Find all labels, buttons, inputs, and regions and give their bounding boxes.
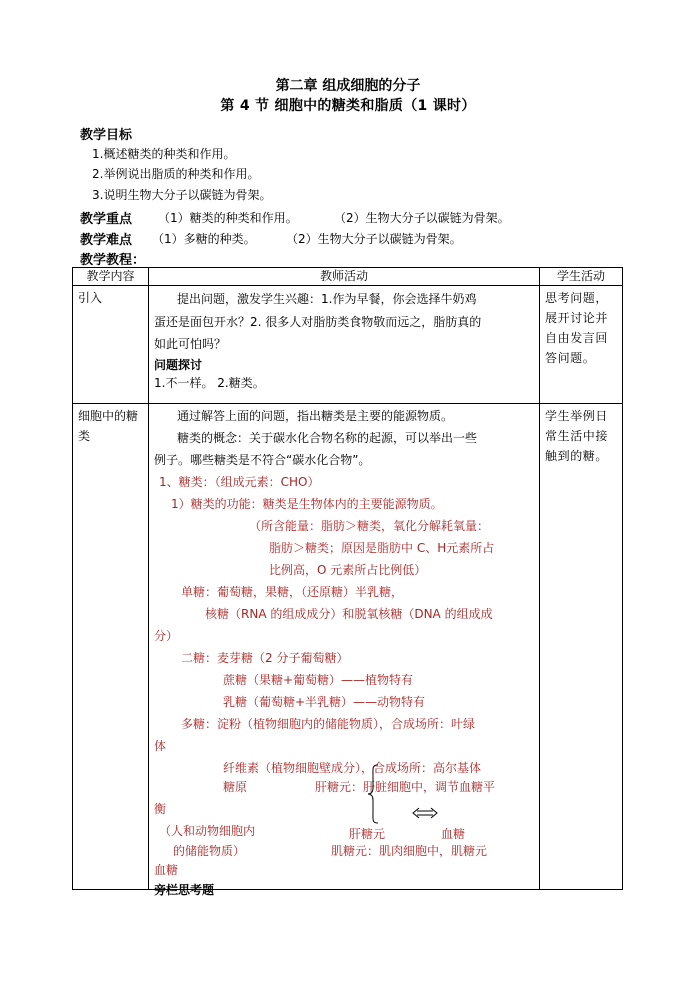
intro-line-3: 如此可怕吗？ <box>154 337 227 351</box>
sugar-line-5: 1）糖类的功能：糖类是生物体内的主要能源物质。 <box>171 497 443 511</box>
sugar-line-23: 的储能物质） <box>173 844 246 858</box>
key-point-1: （1）糖类的种类和作用。 <box>158 211 298 225</box>
objective-item-1: 1.概述糖类的种类和作用。 <box>92 147 236 161</box>
sugar-line-25: 血糖 <box>154 863 179 877</box>
key-point-2: （2）生物大分子以碳链为骨架。 <box>334 211 510 225</box>
sugar-line-14: 乳糖（葡萄糖+半乳糖）——动物特有 <box>223 695 426 709</box>
chapter-title: 第二章 组成细胞的分子 <box>275 78 421 94</box>
sugar-line-22a: 肝糖元 <box>349 827 386 841</box>
intro-line-2: 蛋还是面包开水？2. 很多人对脂肪类食物敬而远之，脂肪真的 <box>154 315 482 329</box>
row-sugars-student: 学生举例日常生活中接触到的糖。 <box>540 404 623 890</box>
sugar-line-9: 单糖：葡萄糖，果糖，（还原糖）半乳糖， <box>181 585 404 599</box>
sugar-line-12: 二糖：麦芽糖（2 分子葡萄糖） <box>181 651 349 665</box>
header-teacher: 教师活动 <box>149 268 540 286</box>
difficulty-2: （2）生物大分子以碳链为骨架。 <box>286 232 462 246</box>
sugar-line-17: 纤维素（植物细胞壁成分），合成场所：高尔基体 <box>223 761 482 775</box>
lesson-table <box>72 267 623 897</box>
sugar-line-1: 通过解答上面的问题，指出糖类是主要的能源物质。 <box>177 409 454 423</box>
objectives-heading: 教学目标 <box>80 128 133 143</box>
difficulty-1: （1）多糖的种类。 <box>152 232 256 246</box>
double-arrow-icon <box>411 807 439 819</box>
header-content: 教学内容 <box>73 268 149 286</box>
sugar-line-3: 例子。哪些糖类是不符合“碳水化合物”。 <box>154 453 371 467</box>
header-student: 学生活动 <box>540 268 623 286</box>
sugar-line-4: 1、糖类：（组成元素：CHO） <box>159 475 320 489</box>
intro-line-4: 问题探讨 <box>154 358 203 372</box>
sugar-line-20: 衡 <box>154 802 167 816</box>
sugar-line-22b: 血糖 <box>441 827 466 841</box>
row-intro-student: 思考问题，展开讨论并自由发言回答问题。 <box>540 286 623 404</box>
sugar-line-6: （所含能量：脂肪＞糖类，氧化分解耗氧量： <box>249 519 490 533</box>
sugar-line-2: 糖类的概念：关于碳水化合物名称的起源，可以举出一些 <box>177 431 478 445</box>
sugar-line-8: 比例高，O 元素所占比例低） <box>269 563 427 577</box>
sugar-line-11: 分） <box>154 629 179 643</box>
table-row-intro <box>73 286 623 404</box>
sugar-line-10: 核糖（RNA 的组成成分）和脱氧核糖（DNA 的组成成 <box>205 607 493 621</box>
sugar-line-26: 旁栏思考题 <box>154 883 215 897</box>
sugar-line-24: 肌糖元：肌肉细胞中，肌糖元 <box>331 844 488 858</box>
row-sugars-teacher <box>149 404 540 897</box>
curly-brace-icon <box>367 764 379 824</box>
objective-item-2: 2.举例说出脂质的种类和作用。 <box>92 167 260 181</box>
row-intro-content: 引入 <box>73 286 149 404</box>
sugar-line-21: （人和动物细胞内 <box>159 824 256 838</box>
intro-line-1: 提出问题，激发学生兴趣：1.作为早餐，你会选择牛奶鸡 <box>177 292 477 306</box>
sugar-line-7: 脂肪＞糖类；原因是脂肪中 C、H元素所占 <box>269 541 495 555</box>
sugar-line-13: 蔗糖（果糖+葡萄糖）——植物特有 <box>223 673 414 687</box>
table-header-row <box>73 268 623 286</box>
table-row-sugars <box>73 404 623 890</box>
key-points-heading: 教学重点 <box>80 212 133 227</box>
section-title: 第 4 节 细胞中的糖类和脂质（1 课时） <box>220 98 476 114</box>
sugar-line-16: 体 <box>154 739 167 753</box>
objective-item-3: 3.说明生物大分子以碳链为骨架。 <box>92 188 272 202</box>
process-heading: 教学教程： <box>80 253 146 268</box>
sugar-line-19: 肝糖元：肝脏细胞中，调节血糖平 <box>315 780 496 794</box>
sugar-line-18: 糖原 <box>223 780 248 794</box>
intro-line-5: 1.不一样。 2.糖类。 <box>154 376 265 390</box>
row-sugars-content: 细胞中的糖类 <box>73 404 149 890</box>
sugar-line-15: 多糖：淀粉（植物细胞内的储能物质），合成场所：叶绿 <box>181 717 476 731</box>
difficulties-heading: 教学难点 <box>80 233 133 248</box>
row-intro-teacher <box>149 286 540 404</box>
